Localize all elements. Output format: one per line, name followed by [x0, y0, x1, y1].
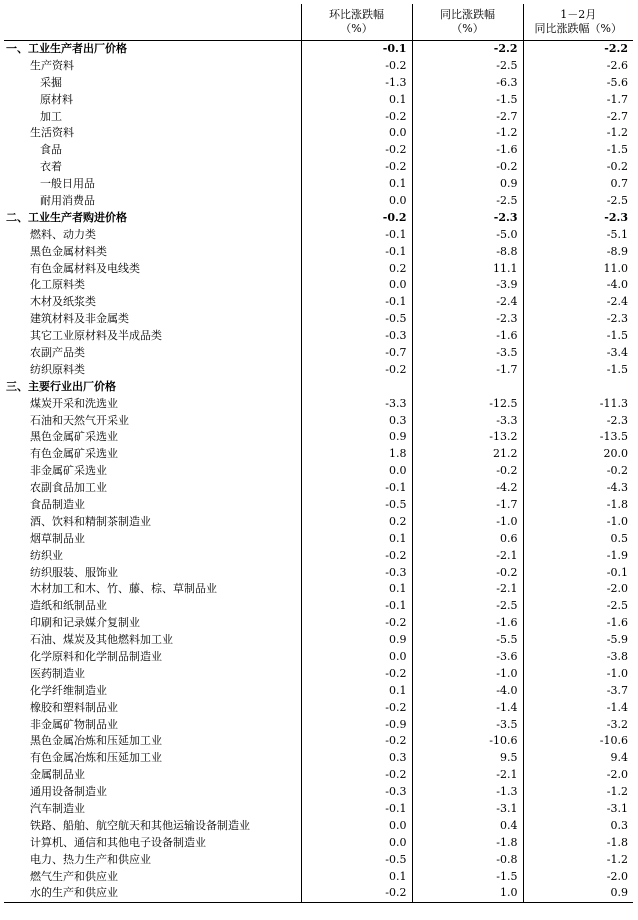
- mom-change-value: -0.2: [301, 733, 412, 750]
- mom-change-value: -0.2: [301, 665, 412, 682]
- table-header: [4, 4, 633, 40]
- row-label: 农副食品加工业: [4, 480, 301, 497]
- row-label: 木材加工和木、竹、藤、棕、草制品业: [4, 581, 301, 598]
- row-label: 黑色金属材料类: [4, 243, 301, 260]
- yoy-change-value: -2.3: [412, 311, 523, 328]
- row-label: 电力、热力生产和供应业: [4, 851, 301, 868]
- price-index-table: [4, 4, 633, 903]
- row-label: 纺织原料类: [4, 361, 301, 378]
- table-row: [4, 615, 633, 632]
- table-row: [4, 361, 633, 378]
- yoy-change-value: -1.6: [412, 142, 523, 159]
- row-label: 非金属矿采选业: [4, 463, 301, 480]
- yoy-change-value: -3.5: [412, 716, 523, 733]
- header-row: [4, 4, 633, 40]
- ytd-yoy-change-value: -2.0: [606, 768, 628, 782]
- mom-change-value: -0.2: [301, 159, 412, 176]
- table-row: [4, 547, 633, 564]
- ytd-yoy-change-value: -1.8: [606, 835, 628, 849]
- yoy-change-value: -4.0: [412, 682, 523, 699]
- row-label: 原材料: [4, 91, 301, 108]
- mom-change-value: -0.1: [301, 226, 412, 243]
- mom-change-value: -3.3: [301, 395, 412, 412]
- mom-change-value: 0.2: [301, 513, 412, 530]
- header-ytd-yoy-change: [523, 4, 633, 40]
- yoy-change-value: -1.2: [412, 125, 523, 142]
- table-section-row: [4, 209, 633, 226]
- mom-change-value: -0.3: [301, 564, 412, 581]
- yoy-change-value: -5.0: [412, 226, 523, 243]
- table-row: [4, 446, 633, 463]
- yoy-change-value: -1.7: [412, 497, 523, 514]
- table-row: [4, 716, 633, 733]
- yoy-change-value: -6.3: [412, 74, 523, 91]
- table-row: [4, 108, 633, 125]
- yoy-change-value: -0.2: [412, 159, 523, 176]
- row-label: 有色金属冶炼和压延加工业: [4, 750, 301, 767]
- table-row: [4, 91, 633, 108]
- row-label: 耐用消费品: [4, 193, 301, 210]
- yoy-change-value: 0.9: [412, 176, 523, 193]
- ytd-yoy-change-value: -5.9: [606, 633, 628, 647]
- table-row: [4, 868, 633, 885]
- yoy-change-value: -1.3: [412, 784, 523, 801]
- table-row: [4, 395, 633, 412]
- table-row: [4, 767, 633, 784]
- row-label: 一、工业生产者出厂价格: [4, 40, 301, 57]
- ytd-yoy-change-value: -10.6: [599, 734, 628, 748]
- table-row: [4, 564, 633, 581]
- mom-change-value: -0.3: [301, 784, 412, 801]
- row-label: 一般日用品: [4, 176, 301, 193]
- row-label: 纺织业: [4, 547, 301, 564]
- ytd-yoy-change-value: -1.2: [606, 785, 628, 799]
- row-label: 有色金属矿采选业: [4, 446, 301, 463]
- yoy-change-value: -2.1: [412, 581, 523, 598]
- row-label: 衣着: [4, 159, 301, 176]
- header-mom-line2: （%）: [340, 21, 373, 35]
- row-label: 农副产品类: [4, 345, 301, 362]
- ytd-yoy-change-value: -2.6: [606, 58, 628, 72]
- mom-change-value: 0.2: [301, 260, 412, 277]
- yoy-change-value: -1.4: [412, 699, 523, 716]
- mom-change-value: 1.8: [301, 446, 412, 463]
- yoy-change-value: 21.2: [412, 446, 523, 463]
- yoy-change-value: -3.3: [412, 412, 523, 429]
- mom-change-value: -0.1: [301, 243, 412, 260]
- mom-change-value: -0.1: [301, 801, 412, 818]
- ytd-yoy-change-value: 0.5: [610, 531, 628, 545]
- price-table-container: [4, 4, 633, 903]
- ytd-yoy-change-value: -1.0: [606, 514, 628, 528]
- ytd-yoy-change-value: -3.2: [606, 717, 628, 731]
- mom-change-value: -0.1: [301, 40, 412, 57]
- row-label: 计算机、通信和其他电子设备制造业: [4, 834, 301, 851]
- table-row: [4, 581, 633, 598]
- mom-change-value: -0.2: [301, 108, 412, 125]
- yoy-change-value: 9.5: [412, 750, 523, 767]
- row-label: 烟草制品业: [4, 530, 301, 547]
- ytd-yoy-change-value: -5.1: [606, 227, 628, 241]
- mom-change-value: 0.9: [301, 632, 412, 649]
- ytd-yoy-change-value: -2.2: [604, 41, 628, 55]
- row-label: 生活资料: [4, 125, 301, 142]
- yoy-change-value: -3.1: [412, 801, 523, 818]
- mom-change-value: 0.1: [301, 91, 412, 108]
- mom-change-value: 0.1: [301, 682, 412, 699]
- mom-change-value: 0.0: [301, 277, 412, 294]
- mom-change-value: [301, 378, 412, 395]
- table-row: [4, 682, 633, 699]
- header-yoy-line2: （%）: [451, 21, 484, 35]
- row-label: 食品制造业: [4, 497, 301, 514]
- row-label: 黑色金属冶炼和压延加工业: [4, 733, 301, 750]
- table-row: [4, 159, 633, 176]
- yoy-change-value: -0.8: [412, 851, 523, 868]
- yoy-change-value: [412, 378, 523, 395]
- mom-change-value: -0.2: [301, 142, 412, 159]
- row-label: 汽车制造业: [4, 801, 301, 818]
- yoy-change-value: 1.0: [412, 885, 523, 902]
- ytd-yoy-change-value: -2.4: [606, 295, 628, 309]
- ytd-yoy-change-value: -2.0: [606, 582, 628, 596]
- yoy-change-value: -12.5: [412, 395, 523, 412]
- row-label: 铁路、船舶、航空航天和其他运输设备制造业: [4, 817, 301, 834]
- ytd-yoy-change-value: -0.2: [606, 160, 628, 174]
- ytd-yoy-change-value: -3.1: [606, 802, 628, 816]
- mom-change-value: -0.2: [301, 767, 412, 784]
- table-row: [4, 463, 633, 480]
- ytd-yoy-change-value: -8.9: [606, 244, 628, 258]
- ytd-yoy-change-value: 0.7: [610, 177, 628, 191]
- table-row: [4, 277, 633, 294]
- yoy-change-value: -2.1: [412, 547, 523, 564]
- table-row: [4, 429, 633, 446]
- yoy-change-value: -1.5: [412, 868, 523, 885]
- ytd-yoy-change-value: 20.0: [603, 447, 628, 461]
- mom-change-value: -0.1: [301, 480, 412, 497]
- table-row: [4, 598, 633, 615]
- row-label: 黑色金属矿采选业: [4, 429, 301, 446]
- yoy-change-value: 0.4: [412, 817, 523, 834]
- table-row: [4, 784, 633, 801]
- row-label: 非金属矿物制品业: [4, 716, 301, 733]
- mom-change-value: 0.0: [301, 463, 412, 480]
- mom-change-value: -0.2: [301, 615, 412, 632]
- yoy-change-value: -0.2: [412, 564, 523, 581]
- row-label: 木材及纸浆类: [4, 294, 301, 311]
- table-row: [4, 513, 633, 530]
- yoy-change-value: -1.7: [412, 361, 523, 378]
- yoy-change-value: 11.1: [412, 260, 523, 277]
- row-label: 食品: [4, 142, 301, 159]
- table-row: [4, 226, 633, 243]
- table-row: [4, 260, 633, 277]
- row-label: 生产资料: [4, 57, 301, 74]
- yoy-change-value: 0.6: [412, 530, 523, 547]
- yoy-change-value: -1.5: [412, 91, 523, 108]
- ytd-yoy-change-value: -13.5: [599, 430, 628, 444]
- mom-change-value: 0.0: [301, 125, 412, 142]
- table-row: [4, 750, 633, 767]
- yoy-change-value: -2.7: [412, 108, 523, 125]
- mom-change-value: -0.1: [301, 294, 412, 311]
- row-label: 燃料、动力类: [4, 226, 301, 243]
- yoy-change-value: -3.9: [412, 277, 523, 294]
- mom-change-value: -0.5: [301, 311, 412, 328]
- yoy-change-value: -0.2: [412, 463, 523, 480]
- ytd-yoy-change-value: -2.5: [606, 599, 628, 613]
- header-yoy-line1: 同比涨跌幅: [440, 7, 495, 21]
- ytd-yoy-change-value: -0.1: [606, 565, 628, 579]
- table-row: [4, 243, 633, 260]
- table-row: [4, 665, 633, 682]
- row-label: 金属制品业: [4, 767, 301, 784]
- mom-change-value: -0.2: [301, 361, 412, 378]
- ytd-yoy-change-value: -1.5: [606, 362, 628, 376]
- ytd-yoy-change-value: -1.2: [606, 126, 628, 140]
- table-section-row: [4, 40, 633, 57]
- row-label: 燃气生产和供应业: [4, 868, 301, 885]
- ytd-yoy-change-value: -1.5: [606, 143, 628, 157]
- row-label: 有色金属材料及电线类: [4, 260, 301, 277]
- ytd-yoy-change-value: -2.5: [606, 193, 628, 207]
- table-row: [4, 412, 633, 429]
- yoy-change-value: -1.6: [412, 328, 523, 345]
- header-mom-line1: 环比涨跌幅: [329, 7, 384, 21]
- mom-change-value: 0.1: [301, 868, 412, 885]
- ytd-yoy-change-value: 0.3: [610, 818, 628, 832]
- mom-change-value: 0.0: [301, 834, 412, 851]
- table-row: [4, 530, 633, 547]
- mom-change-value: -0.2: [301, 885, 412, 902]
- ytd-yoy-change-value: -2.3: [604, 210, 628, 224]
- ytd-yoy-change-value: -3.7: [606, 683, 628, 697]
- mom-change-value: 0.3: [301, 750, 412, 767]
- row-label: 通用设备制造业: [4, 784, 301, 801]
- ytd-yoy-change-value: -0.2: [606, 464, 628, 478]
- row-label: 建筑材料及非金属类: [4, 311, 301, 328]
- table-row: [4, 801, 633, 818]
- table-row: [4, 817, 633, 834]
- ytd-yoy-change-value: -4.0: [606, 278, 628, 292]
- ytd-yoy-change-value: -5.6: [606, 75, 628, 89]
- mom-change-value: -0.1: [301, 598, 412, 615]
- table-row: [4, 328, 633, 345]
- mom-change-value: -0.2: [301, 547, 412, 564]
- table-row: [4, 480, 633, 497]
- yoy-change-value: -3.6: [412, 649, 523, 666]
- table-row: [4, 851, 633, 868]
- table-row: [4, 57, 633, 74]
- mom-change-value: -0.5: [301, 851, 412, 868]
- table-row: [4, 497, 633, 514]
- yoy-change-value: -1.8: [412, 834, 523, 851]
- row-label: 酒、饮料和精制茶制造业: [4, 513, 301, 530]
- row-label: 石油、煤炭及其他燃料加工业: [4, 632, 301, 649]
- row-label: 化工原料类: [4, 277, 301, 294]
- table-row: [4, 193, 633, 210]
- mom-change-value: 0.1: [301, 581, 412, 598]
- ytd-yoy-change-value: -2.0: [606, 869, 628, 883]
- row-label: 煤炭开采和洗选业: [4, 395, 301, 412]
- row-label: 二、工业生产者购进价格: [4, 209, 301, 226]
- mom-change-value: 0.1: [301, 176, 412, 193]
- header-blank-cell: [4, 4, 301, 40]
- table-row: [4, 345, 633, 362]
- mom-change-value: -0.9: [301, 716, 412, 733]
- mom-change-value: 0.3: [301, 412, 412, 429]
- header-ytd-line2: 同比涨跌幅（%）: [534, 21, 622, 35]
- mom-change-value: -0.5: [301, 497, 412, 514]
- row-label: 水的生产和供应业: [4, 885, 301, 902]
- mom-change-value: -0.7: [301, 345, 412, 362]
- yoy-change-value: -2.4: [412, 294, 523, 311]
- mom-change-value: 0.0: [301, 649, 412, 666]
- yoy-change-value: -3.5: [412, 345, 523, 362]
- ytd-yoy-change-value: -1.7: [606, 92, 628, 106]
- ytd-yoy-change-value: -4.3: [606, 481, 628, 495]
- ytd-yoy-change-value: -1.0: [606, 666, 628, 680]
- yoy-change-value: -1.0: [412, 665, 523, 682]
- row-label: 采掘: [4, 74, 301, 91]
- yoy-change-value: -2.5: [412, 57, 523, 74]
- table-row: [4, 311, 633, 328]
- ytd-yoy-change-value: -1.2: [606, 852, 628, 866]
- table-row: [4, 699, 633, 716]
- yoy-change-value: -2.1: [412, 767, 523, 784]
- table-body: [4, 40, 633, 902]
- header-mom-change: [301, 4, 412, 40]
- table-row: [4, 649, 633, 666]
- row-label: 其它工业原材料及半成品类: [4, 328, 301, 345]
- yoy-change-value: -4.2: [412, 480, 523, 497]
- ytd-yoy-change-value: -3.4: [606, 345, 628, 359]
- ytd-yoy-change-value: -11.3: [599, 396, 628, 410]
- header-ytd-line1: 1－2月: [560, 7, 597, 21]
- ytd-yoy-change-value: -1.9: [606, 548, 628, 562]
- yoy-change-value: -10.6: [412, 733, 523, 750]
- header-yoy-change: [412, 4, 523, 40]
- row-label: 三、主要行业出厂价格: [4, 378, 301, 395]
- mom-change-value: -1.3: [301, 74, 412, 91]
- mom-change-value: 0.1: [301, 530, 412, 547]
- row-label: 造纸和纸制品业: [4, 598, 301, 615]
- yoy-change-value: -2.3: [412, 209, 523, 226]
- row-label: 加工: [4, 108, 301, 125]
- ytd-yoy-change-value: -2.3: [606, 413, 628, 427]
- yoy-change-value: -1.0: [412, 513, 523, 530]
- yoy-change-value: -8.8: [412, 243, 523, 260]
- yoy-change-value: -1.6: [412, 615, 523, 632]
- mom-change-value: -0.2: [301, 57, 412, 74]
- table-row: [4, 885, 633, 902]
- table-section-row: [4, 378, 633, 395]
- row-label: 化学原料和化学制品制造业: [4, 649, 301, 666]
- table-row: [4, 294, 633, 311]
- mom-change-value: 0.0: [301, 193, 412, 210]
- ytd-yoy-change-value: [523, 378, 633, 395]
- ytd-yoy-change-value: -1.6: [606, 616, 628, 630]
- yoy-change-value: -2.5: [412, 598, 523, 615]
- row-label: 纺织服装、服饰业: [4, 564, 301, 581]
- row-label: 石油和天然气开采业: [4, 412, 301, 429]
- table-row: [4, 632, 633, 649]
- table-row: [4, 834, 633, 851]
- ytd-yoy-change-value: -2.3: [606, 312, 628, 326]
- ytd-yoy-change-value: -1.4: [606, 700, 628, 714]
- ytd-yoy-change-value: -2.7: [606, 109, 628, 123]
- table-row: [4, 74, 633, 91]
- yoy-change-value: -5.5: [412, 632, 523, 649]
- ytd-yoy-change-value: -1.5: [606, 329, 628, 343]
- table-row: [4, 176, 633, 193]
- yoy-change-value: -13.2: [412, 429, 523, 446]
- row-label: 橡胶和塑料制品业: [4, 699, 301, 716]
- mom-change-value: -0.2: [301, 699, 412, 716]
- ytd-yoy-change-value: -1.8: [606, 497, 628, 511]
- mom-change-value: 0.9: [301, 429, 412, 446]
- table-row: [4, 733, 633, 750]
- row-label: 医药制造业: [4, 665, 301, 682]
- mom-change-value: -0.3: [301, 328, 412, 345]
- row-label: 印刷和记录媒介复制业: [4, 615, 301, 632]
- mom-change-value: -0.2: [301, 209, 412, 226]
- row-label: 化学纤维制造业: [4, 682, 301, 699]
- yoy-change-value: -2.5: [412, 193, 523, 210]
- ytd-yoy-change-value: 11.0: [603, 261, 628, 275]
- ytd-yoy-change-value: 0.9: [523, 885, 633, 902]
- table-row: [4, 125, 633, 142]
- mom-change-value: 0.0: [301, 817, 412, 834]
- ytd-yoy-change-value: -3.8: [606, 650, 628, 663]
- yoy-change-value: -2.2: [412, 40, 523, 57]
- table-row: [4, 142, 633, 159]
- ytd-yoy-change-value: 9.4: [610, 751, 628, 765]
